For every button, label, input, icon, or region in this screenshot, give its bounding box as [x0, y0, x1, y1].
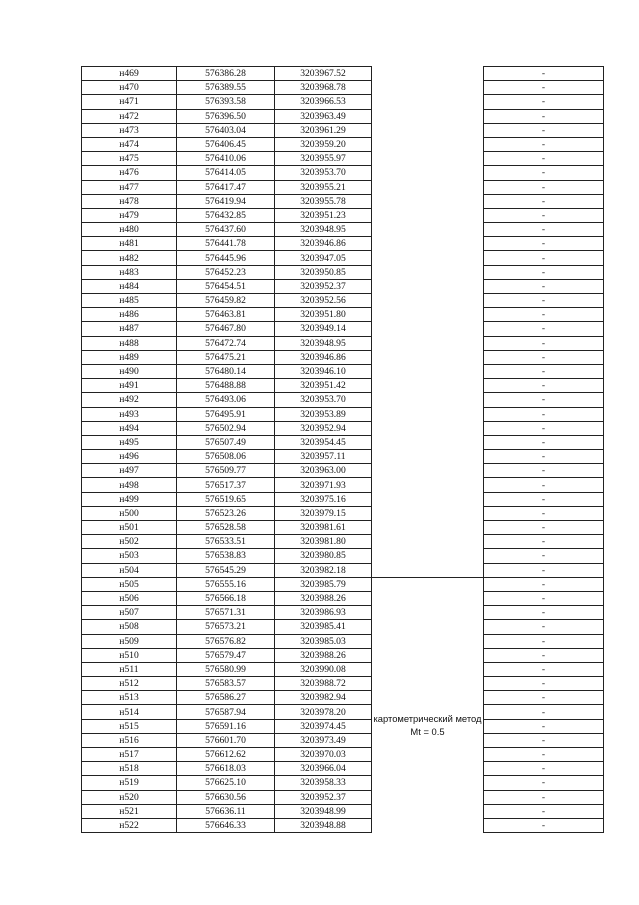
accuracy-cell: -	[484, 790, 604, 804]
table-row	[82, 265, 604, 279]
point-name-cell: н494	[82, 421, 177, 435]
point-name-cell: н511	[82, 662, 177, 676]
table-row	[82, 81, 604, 95]
accuracy-cell: -	[484, 379, 604, 393]
x-coordinate-cell: 576417.47	[177, 180, 275, 194]
accuracy-cell: -	[484, 194, 604, 208]
accuracy-cell: -	[484, 95, 604, 109]
y-coordinate-cell: 3203953.89	[275, 407, 372, 421]
accuracy-cell: -	[484, 776, 604, 790]
point-name-cell: н481	[82, 237, 177, 251]
point-name-cell: н521	[82, 804, 177, 818]
point-name-cell: н489	[82, 350, 177, 364]
point-name-cell: н505	[82, 577, 177, 591]
table-row	[82, 237, 604, 251]
point-name-cell: н518	[82, 762, 177, 776]
y-coordinate-cell: 3203988.26	[275, 648, 372, 662]
accuracy-cell: -	[484, 251, 604, 265]
point-name-cell: н515	[82, 719, 177, 733]
point-name-cell: н514	[82, 705, 177, 719]
x-coordinate-cell: 576459.82	[177, 294, 275, 308]
y-coordinate-cell: 3203951.42	[275, 379, 372, 393]
y-coordinate-cell: 3203985.03	[275, 634, 372, 648]
y-coordinate-cell: 3203980.85	[275, 549, 372, 563]
table-row	[82, 364, 604, 378]
y-coordinate-cell: 3203955.21	[275, 180, 372, 194]
table-row	[82, 67, 604, 81]
x-coordinate-cell: 576587.94	[177, 705, 275, 719]
point-name-cell: н472	[82, 109, 177, 123]
x-coordinate-cell: 576508.06	[177, 450, 275, 464]
coordinates-table	[81, 66, 604, 833]
table-row	[82, 804, 604, 818]
x-coordinate-cell: 576545.29	[177, 563, 275, 577]
x-coordinate-cell: 576583.57	[177, 677, 275, 691]
x-coordinate-cell: 576396.50	[177, 109, 275, 123]
point-name-cell: н503	[82, 549, 177, 563]
x-coordinate-cell: 576389.55	[177, 81, 275, 95]
y-coordinate-cell: 3203979.15	[275, 506, 372, 520]
y-coordinate-cell: 3203988.72	[275, 677, 372, 691]
y-coordinate-cell: 3203951.23	[275, 208, 372, 222]
y-coordinate-cell: 3203981.61	[275, 521, 372, 535]
point-name-cell: н504	[82, 563, 177, 577]
accuracy-cell: -	[484, 705, 604, 719]
point-name-cell: н479	[82, 208, 177, 222]
point-name-cell: н502	[82, 535, 177, 549]
x-coordinate-cell: 576636.11	[177, 804, 275, 818]
x-coordinate-cell: 576601.70	[177, 733, 275, 747]
table-row	[82, 591, 604, 605]
y-coordinate-cell: 3203959.20	[275, 137, 372, 151]
x-coordinate-cell: 576403.04	[177, 123, 275, 137]
x-coordinate-cell: 576475.21	[177, 350, 275, 364]
x-coordinate-cell: 576507.49	[177, 435, 275, 449]
table-row	[82, 393, 604, 407]
accuracy-cell: -	[484, 478, 604, 492]
y-coordinate-cell: 3203948.99	[275, 804, 372, 818]
table-row	[82, 336, 604, 350]
x-coordinate-cell: 576538.83	[177, 549, 275, 563]
table-row	[82, 223, 604, 237]
table-row	[82, 152, 604, 166]
point-name-cell: н500	[82, 506, 177, 520]
y-coordinate-cell: 3203953.70	[275, 393, 372, 407]
table-row	[82, 790, 604, 804]
accuracy-cell: -	[484, 336, 604, 350]
table-row	[82, 208, 604, 222]
x-coordinate-cell: 576625.10	[177, 776, 275, 790]
point-name-cell: н478	[82, 194, 177, 208]
point-name-cell: н469	[82, 67, 177, 81]
x-coordinate-cell: 576454.51	[177, 279, 275, 293]
table-row	[82, 109, 604, 123]
table-row	[82, 95, 604, 109]
y-coordinate-cell: 3203990.08	[275, 662, 372, 676]
accuracy-cell: -	[484, 648, 604, 662]
y-coordinate-cell: 3203970.03	[275, 748, 372, 762]
table-row	[82, 506, 604, 520]
table-row	[82, 677, 604, 691]
table-row	[82, 166, 604, 180]
point-name-cell: н510	[82, 648, 177, 662]
y-coordinate-cell: 3203988.26	[275, 591, 372, 605]
x-coordinate-cell: 576533.51	[177, 535, 275, 549]
table-row	[82, 818, 604, 832]
y-coordinate-cell: 3203946.86	[275, 350, 372, 364]
point-name-cell: н519	[82, 776, 177, 790]
y-coordinate-cell: 3203978.20	[275, 705, 372, 719]
table-row	[82, 308, 604, 322]
point-name-cell: н507	[82, 606, 177, 620]
accuracy-cell: -	[484, 818, 604, 832]
y-coordinate-cell: 3203955.97	[275, 152, 372, 166]
table-row	[82, 563, 604, 577]
y-coordinate-cell: 3203974.45	[275, 719, 372, 733]
y-coordinate-cell: 3203948.88	[275, 818, 372, 832]
x-coordinate-cell: 576463.81	[177, 308, 275, 322]
y-coordinate-cell: 3203982.94	[275, 691, 372, 705]
table-row	[82, 535, 604, 549]
x-coordinate-cell: 576523.26	[177, 506, 275, 520]
table-row	[82, 620, 604, 634]
accuracy-cell: -	[484, 606, 604, 620]
y-coordinate-cell: 3203971.93	[275, 478, 372, 492]
x-coordinate-cell: 576445.96	[177, 251, 275, 265]
y-coordinate-cell: 3203981.80	[275, 535, 372, 549]
x-coordinate-cell: 576586.27	[177, 691, 275, 705]
x-coordinate-cell: 576493.06	[177, 393, 275, 407]
table-row	[82, 478, 604, 492]
table-row	[82, 450, 604, 464]
y-coordinate-cell: 3203967.52	[275, 67, 372, 81]
accuracy-cell: -	[484, 492, 604, 506]
table-row	[82, 407, 604, 421]
table-row	[82, 662, 604, 676]
x-coordinate-cell: 576414.05	[177, 166, 275, 180]
x-coordinate-cell: 576386.28	[177, 67, 275, 81]
table-row	[82, 421, 604, 435]
table-row	[82, 279, 604, 293]
accuracy-cell: -	[484, 719, 604, 733]
y-coordinate-cell: 3203952.37	[275, 279, 372, 293]
x-coordinate-cell: 576566.18	[177, 591, 275, 605]
accuracy-cell: -	[484, 691, 604, 705]
table-row	[82, 776, 604, 790]
y-coordinate-cell: 3203950.85	[275, 265, 372, 279]
table-row	[82, 294, 604, 308]
table-row	[82, 322, 604, 336]
y-coordinate-cell: 3203975.16	[275, 492, 372, 506]
point-name-cell: н499	[82, 492, 177, 506]
point-name-cell: н498	[82, 478, 177, 492]
accuracy-cell: -	[484, 67, 604, 81]
table-row	[82, 577, 604, 591]
accuracy-cell: -	[484, 237, 604, 251]
point-name-cell: н491	[82, 379, 177, 393]
y-coordinate-cell: 3203955.78	[275, 194, 372, 208]
accuracy-cell: -	[484, 804, 604, 818]
table-row	[82, 719, 604, 733]
point-name-cell: н520	[82, 790, 177, 804]
point-name-cell: н484	[82, 279, 177, 293]
y-coordinate-cell: 3203985.41	[275, 620, 372, 634]
accuracy-cell: -	[484, 450, 604, 464]
accuracy-cell: -	[484, 407, 604, 421]
point-name-cell: н488	[82, 336, 177, 350]
point-name-cell: н501	[82, 521, 177, 535]
point-name-cell: н509	[82, 634, 177, 648]
y-coordinate-cell: 3203948.95	[275, 336, 372, 350]
point-name-cell: н482	[82, 251, 177, 265]
accuracy-cell: -	[484, 322, 604, 336]
y-coordinate-cell: 3203946.10	[275, 364, 372, 378]
accuracy-cell: -	[484, 634, 604, 648]
x-coordinate-cell: 576618.03	[177, 762, 275, 776]
x-coordinate-cell: 576502.94	[177, 421, 275, 435]
accuracy-cell: -	[484, 591, 604, 605]
accuracy-cell: -	[484, 123, 604, 137]
y-coordinate-cell: 3203952.94	[275, 421, 372, 435]
accuracy-cell: -	[484, 506, 604, 520]
table-row	[82, 180, 604, 194]
point-name-cell: н474	[82, 137, 177, 151]
point-name-cell: н495	[82, 435, 177, 449]
accuracy-cell: -	[484, 180, 604, 194]
x-coordinate-cell: 576576.82	[177, 634, 275, 648]
table-row	[82, 691, 604, 705]
table-row	[82, 733, 604, 747]
table-row	[82, 705, 604, 719]
x-coordinate-cell: 576495.91	[177, 407, 275, 421]
accuracy-cell: -	[484, 535, 604, 549]
x-coordinate-cell: 576406.45	[177, 137, 275, 151]
y-coordinate-cell: 3203957.11	[275, 450, 372, 464]
accuracy-cell: -	[484, 393, 604, 407]
accuracy-cell: -	[484, 279, 604, 293]
x-coordinate-cell: 576393.58	[177, 95, 275, 109]
accuracy-cell: -	[484, 152, 604, 166]
point-name-cell: н508	[82, 620, 177, 634]
accuracy-cell: -	[484, 294, 604, 308]
y-coordinate-cell: 3203968.78	[275, 81, 372, 95]
accuracy-cell: -	[484, 421, 604, 435]
accuracy-cell: -	[484, 620, 604, 634]
x-coordinate-cell: 576509.77	[177, 464, 275, 478]
point-name-cell: н497	[82, 464, 177, 478]
point-name-cell: н513	[82, 691, 177, 705]
y-coordinate-cell: 3203952.56	[275, 294, 372, 308]
x-coordinate-cell: 576488.88	[177, 379, 275, 393]
x-coordinate-cell: 576517.37	[177, 478, 275, 492]
point-name-cell: н517	[82, 748, 177, 762]
accuracy-cell: -	[484, 308, 604, 322]
point-name-cell: н473	[82, 123, 177, 137]
point-name-cell: н490	[82, 364, 177, 378]
x-coordinate-cell: 576571.31	[177, 606, 275, 620]
accuracy-cell: -	[484, 265, 604, 279]
x-coordinate-cell: 576419.94	[177, 194, 275, 208]
accuracy-cell: -	[484, 166, 604, 180]
x-coordinate-cell: 576573.21	[177, 620, 275, 634]
point-name-cell: н477	[82, 180, 177, 194]
accuracy-cell: -	[484, 137, 604, 151]
point-name-cell: н475	[82, 152, 177, 166]
accuracy-cell: -	[484, 563, 604, 577]
x-coordinate-cell: 576480.14	[177, 364, 275, 378]
accuracy-cell: -	[484, 521, 604, 535]
x-coordinate-cell: 576467.80	[177, 322, 275, 336]
y-coordinate-cell: 3203947.05	[275, 251, 372, 265]
accuracy-cell: -	[484, 662, 604, 676]
y-coordinate-cell: 3203973.49	[275, 733, 372, 747]
x-coordinate-cell: 576441.78	[177, 237, 275, 251]
accuracy-cell: -	[484, 549, 604, 563]
y-coordinate-cell: 3203963.00	[275, 464, 372, 478]
point-name-cell: н506	[82, 591, 177, 605]
accuracy-cell: -	[484, 762, 604, 776]
x-coordinate-cell: 576555.16	[177, 577, 275, 591]
x-coordinate-cell: 576580.99	[177, 662, 275, 676]
accuracy-cell: -	[484, 464, 604, 478]
point-name-cell: н476	[82, 166, 177, 180]
x-coordinate-cell: 576579.47	[177, 648, 275, 662]
y-coordinate-cell: 3203953.70	[275, 166, 372, 180]
x-coordinate-cell: 576646.33	[177, 818, 275, 832]
point-name-cell: н496	[82, 450, 177, 464]
table-row	[82, 762, 604, 776]
accuracy-cell: -	[484, 81, 604, 95]
table-row	[82, 251, 604, 265]
point-name-cell: н522	[82, 818, 177, 832]
table-row	[82, 350, 604, 364]
accuracy-cell: -	[484, 223, 604, 237]
point-name-cell: н516	[82, 733, 177, 747]
point-name-cell: н483	[82, 265, 177, 279]
table-row	[82, 634, 604, 648]
y-coordinate-cell: 3203961.29	[275, 123, 372, 137]
method-cell: картометрический метод Mt = 0.5	[372, 577, 484, 832]
table-row	[82, 194, 604, 208]
x-coordinate-cell: 576528.58	[177, 521, 275, 535]
x-coordinate-cell: 576437.60	[177, 223, 275, 237]
accuracy-cell: -	[484, 748, 604, 762]
table-row	[82, 435, 604, 449]
coordinates-table-body	[82, 67, 604, 833]
x-coordinate-cell: 576472.74	[177, 336, 275, 350]
accuracy-cell: -	[484, 733, 604, 747]
point-name-cell: н493	[82, 407, 177, 421]
point-name-cell: н486	[82, 308, 177, 322]
point-name-cell: н480	[82, 223, 177, 237]
point-name-cell: н470	[82, 81, 177, 95]
accuracy-cell: -	[484, 577, 604, 591]
x-coordinate-cell: 576519.65	[177, 492, 275, 506]
accuracy-cell: -	[484, 208, 604, 222]
table-row	[82, 648, 604, 662]
y-coordinate-cell: 3203948.95	[275, 223, 372, 237]
y-coordinate-cell: 3203986.93	[275, 606, 372, 620]
y-coordinate-cell: 3203949.14	[275, 322, 372, 336]
y-coordinate-cell: 3203946.86	[275, 237, 372, 251]
table-row	[82, 549, 604, 563]
y-coordinate-cell: 3203958.33	[275, 776, 372, 790]
y-coordinate-cell: 3203966.04	[275, 762, 372, 776]
accuracy-cell: -	[484, 109, 604, 123]
x-coordinate-cell: 576432.85	[177, 208, 275, 222]
method-cell-empty	[372, 67, 484, 578]
accuracy-cell: -	[484, 350, 604, 364]
y-coordinate-cell: 3203966.53	[275, 95, 372, 109]
y-coordinate-cell: 3203985.79	[275, 577, 372, 591]
table-row	[82, 492, 604, 506]
x-coordinate-cell: 576630.56	[177, 790, 275, 804]
accuracy-cell: -	[484, 677, 604, 691]
x-coordinate-cell: 576612.62	[177, 748, 275, 762]
table-row	[82, 464, 604, 478]
y-coordinate-cell: 3203982.18	[275, 563, 372, 577]
table-row	[82, 606, 604, 620]
accuracy-cell: -	[484, 364, 604, 378]
y-coordinate-cell: 3203963.49	[275, 109, 372, 123]
x-coordinate-cell: 576452.23	[177, 265, 275, 279]
table-row	[82, 137, 604, 151]
y-coordinate-cell: 3203951.80	[275, 308, 372, 322]
point-name-cell: н492	[82, 393, 177, 407]
point-name-cell: н485	[82, 294, 177, 308]
y-coordinate-cell: 3203954.45	[275, 435, 372, 449]
table-row	[82, 379, 604, 393]
point-name-cell: н487	[82, 322, 177, 336]
table-row	[82, 123, 604, 137]
table-row	[82, 521, 604, 535]
point-name-cell: н512	[82, 677, 177, 691]
x-coordinate-cell: 576410.06	[177, 152, 275, 166]
table-row	[82, 748, 604, 762]
y-coordinate-cell: 3203952.37	[275, 790, 372, 804]
point-name-cell: н471	[82, 95, 177, 109]
accuracy-cell: -	[484, 435, 604, 449]
x-coordinate-cell: 576591.16	[177, 719, 275, 733]
